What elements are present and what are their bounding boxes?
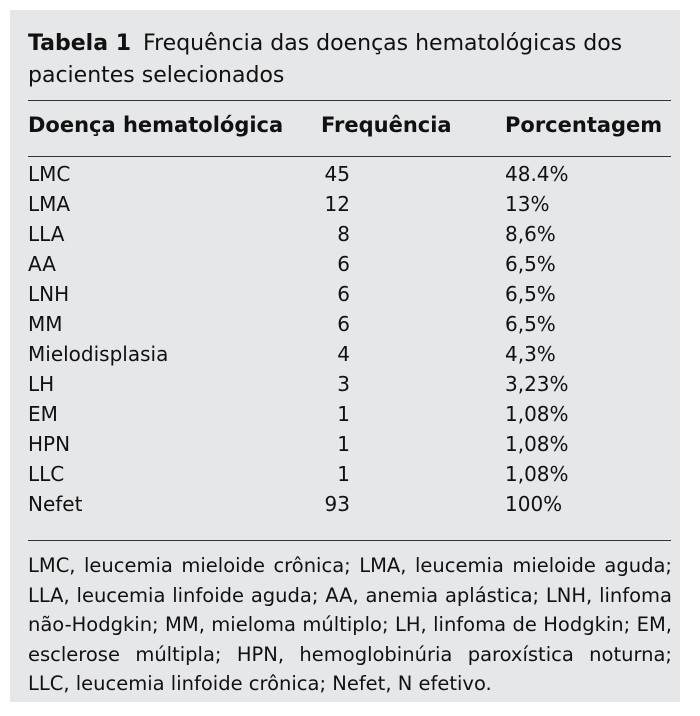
frequency-cell: 45 [324, 162, 350, 186]
percentage-cell: 6,5% [505, 252, 556, 276]
disease-cell: LLC [28, 462, 65, 486]
table-caption [28, 28, 668, 92]
percentage-cell: 1,08% [505, 462, 569, 486]
table-row [28, 279, 671, 309]
disease-cell: LNH [28, 282, 70, 306]
table-row [28, 339, 671, 369]
percentage-cell: 3,23% [505, 372, 569, 396]
disease-cell: AA [28, 252, 56, 276]
table-row [28, 429, 671, 459]
percentage-cell: 13% [505, 192, 550, 216]
table-row [28, 249, 671, 279]
disease-cell: LMA [28, 192, 71, 216]
table-row [28, 459, 671, 489]
percentage-cell: 100% [505, 492, 563, 516]
table-panel [10, 10, 680, 702]
frequency-cell: 1 [337, 402, 350, 426]
disease-cell: EM [28, 402, 58, 426]
disease-cell: Mielodisplasia [28, 342, 169, 366]
disease-cell: LMC [28, 162, 71, 186]
disease-cell: LLA [28, 222, 65, 246]
percentage-cell: 48.4% [505, 162, 569, 186]
table-row [28, 399, 671, 429]
disease-cell: MM [28, 312, 63, 336]
frequency-cell: 1 [337, 462, 350, 486]
frequency-cell: 1 [337, 432, 350, 456]
bottom-rule [28, 540, 671, 541]
frequency-cell: 6 [337, 282, 350, 306]
frequency-cell: 4 [337, 342, 350, 366]
top-rule [28, 100, 671, 101]
percentage-cell: 8,6% [505, 222, 556, 246]
header-rule [28, 156, 671, 157]
column-header-percentage: Porcentagem [505, 113, 663, 137]
table-body [28, 159, 671, 519]
table-row [28, 309, 671, 339]
column-header-frequency: Frequência [321, 113, 452, 137]
table-row [28, 369, 671, 399]
percentage-cell: 6,5% [505, 312, 556, 336]
frequency-cell: 6 [337, 312, 350, 336]
table-row [28, 189, 671, 219]
percentage-cell: 1,08% [505, 432, 569, 456]
table-row [28, 159, 671, 189]
disease-cell: Nefet [28, 492, 83, 516]
disease-cell: LH [28, 372, 55, 396]
percentage-cell: 1,08% [505, 402, 569, 426]
table-row [28, 219, 671, 249]
disease-cell: HPN [28, 432, 71, 456]
frequency-cell: 93 [324, 492, 350, 516]
frequency-cell: 6 [337, 252, 350, 276]
table-footnote: LMC, leucemia mieloide crônica; LMA, leucemia mieloide aguda; LLA, leucemia linfoide aguda; AA, anemia aplástica; LNH, linfoma não-Hodgkin; MM, mieloma múltiplo; LH, linfoma de Hodgkin; EM, esclerose múltipla; HPN, hemoglobinúria paroxística noturna; LLC, leucemia linfoide crônica; Nefet, N efetivo. [28, 554, 672, 695]
frequency-cell: 8 [337, 222, 350, 246]
frequency-cell: 12 [324, 192, 350, 216]
percentage-cell: 6,5% [505, 282, 556, 306]
frequency-cell: 3 [337, 372, 350, 396]
table-label: Tabela 1 [28, 31, 132, 56]
column-header-disease: Doença hematológica [28, 113, 284, 137]
table-row [28, 489, 671, 519]
table-title: Frequência das doenças hematológicas dos pacientes selecionados [28, 31, 623, 88]
percentage-cell: 4,3% [505, 342, 556, 366]
